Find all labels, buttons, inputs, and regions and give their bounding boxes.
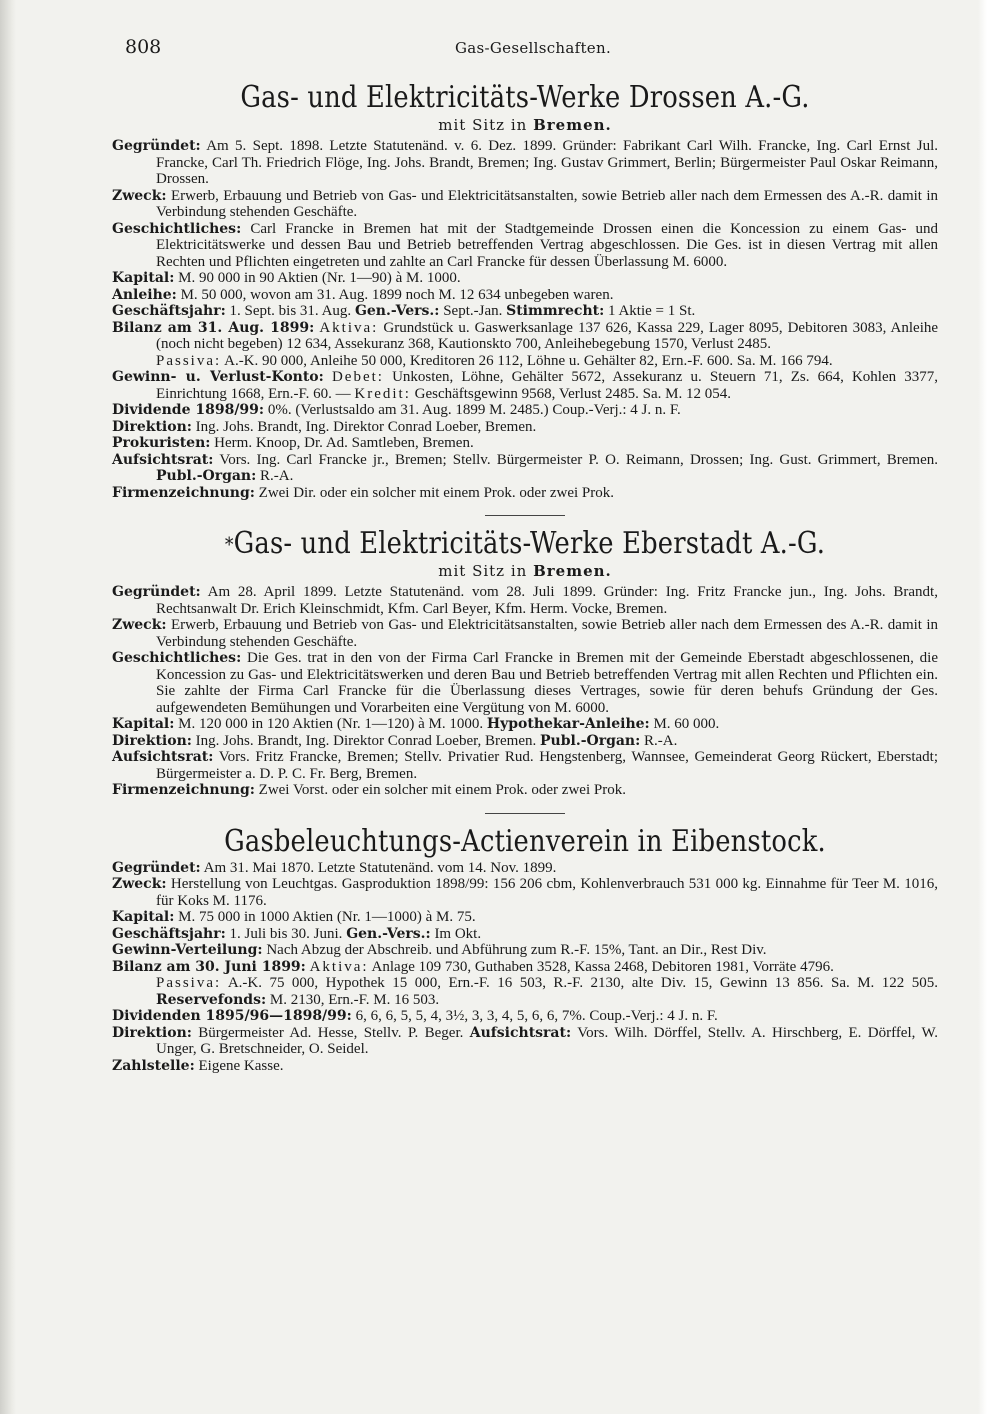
entry-paragraph bbox=[112, 270, 938, 287]
running-header bbox=[125, 36, 945, 60]
page-number: 808 bbox=[125, 36, 162, 58]
entry-label: Gegründet: bbox=[112, 584, 201, 600]
entry-label: Anleihe: bbox=[112, 286, 177, 303]
entry-text: M. 50 000, wovon am 31. Aug. 1899 noch M. 12 634 unbegeben waren. bbox=[180, 286, 614, 303]
company-section bbox=[112, 824, 938, 1075]
entry-text: Ing. Johs. Brandt, Ing. Direktor Conrad Loeber, Bremen. bbox=[195, 418, 537, 435]
company-title bbox=[170, 526, 880, 562]
entry-text: M. 120 000 in 120 Aktien (Nr. 1—120) à M. 1000. bbox=[178, 716, 484, 732]
entry-paragraph bbox=[112, 650, 938, 716]
entry-text: Grundstück u. Gaswerksanlage 137 626, Kassa 229, Lager 8095, Debitoren 3083, Anleihe (noch nicht begeben) 12 634, Assekuranz 368, Kautionskto 700, Anleihebegebung 1570, Verlust 2485. bbox=[156, 319, 939, 352]
entry-paragraph bbox=[112, 876, 938, 909]
entry-sublabel: Aktiva: bbox=[319, 319, 379, 336]
entry-text: Am 28. April 1899. Letzte Statutenänd. vom 28. Juli 1899. Gründer: Ing. Fritz Francke jun., Ing. Johs. Brandt, Rechtsanwalt Dr. Erich Kleinschmidt, Kfm. Carl Beyer, Kfm. Herm. Vocke, Bremen. bbox=[156, 584, 938, 617]
entry-label: Zweck: bbox=[112, 876, 167, 892]
entry-label: Aufsichtsrat: bbox=[112, 749, 214, 765]
entry-text: M. 2130, Ern.-F. M. 16 503. bbox=[269, 991, 440, 1008]
seat-city: Bremen. bbox=[533, 562, 612, 580]
entry-label: Gewinn- u. Verlust-Konto: bbox=[112, 369, 324, 385]
entry-paragraph bbox=[112, 1058, 938, 1075]
entry-text: M. 75 000 in 1000 Aktien (Nr. 1—1000) à M. 75. bbox=[178, 909, 476, 925]
company-title-text: Gas- und Elektricitäts-Werke Eberstadt A.-G. bbox=[233, 526, 826, 561]
entry-text: Nach Abzug der Abschreib. und Abführung zum R.-F. 15%, Tant. an Dir., Rest Div. bbox=[266, 942, 767, 958]
seat-prefix: mit Sitz in bbox=[438, 116, 528, 134]
entry-text: Zwei Vorst. oder ein solcher mit einem Prok. oder zwei Prok. bbox=[258, 782, 626, 798]
entry-label: Aufsichtsrat: bbox=[469, 1024, 572, 1041]
entry-label: Zweck: bbox=[112, 617, 167, 633]
entry-label: Gen.-Vers.: bbox=[354, 303, 440, 319]
entry-text: Vors. Wilh. Dörffel, Stellv. A. Hirschberg, E. Dörffel, W. Unger, G. Bretschneider, O. Seidel. bbox=[156, 1024, 939, 1057]
entry-label: Kapital: bbox=[112, 909, 175, 925]
entry-label: Gegründet: bbox=[112, 859, 201, 876]
entry-text: M. 90 000 in 90 Aktien (Nr. 1—90) à M. 1000. bbox=[178, 270, 461, 286]
entry-paragraph bbox=[112, 402, 938, 419]
entry-paragraph bbox=[112, 909, 938, 926]
entry-text: Herm. Knoop, Dr. Ad. Samtleben, Bremen. bbox=[214, 435, 474, 451]
entry-text: Vors. Ing. Carl Francke jr., Bremen; Stellv. Bürgermeister P. O. Reimann, Drossen; Ing. Gust. Grimmert, Bremen. bbox=[219, 451, 938, 468]
footnote-star: * bbox=[224, 532, 234, 556]
company-seat bbox=[112, 116, 938, 134]
entry-text: Vors. Fritz Francke, Bremen; Stellv. Privatier Rud. Hengstenberg, Wannsee, Gemeinderat Georg Rückert, Eberstadt; Bürgermeister a. D. P. C. Fr. Berg, Bremen. bbox=[156, 749, 938, 782]
entry-text: Unkosten, Löhne, Gehälter 5672, Assekuranz u. Steuern 71, Zs. 664, Kohlen 3377, Einrichtung 1668, Ern.-F. 60. — bbox=[156, 369, 939, 402]
entry-text: Zwei Dir. oder ein solcher mit einem Prok. oder zwei Prok. bbox=[258, 484, 614, 501]
entry-label: Bilanz am 30. Juni 1899: bbox=[112, 958, 306, 975]
entry-label: Reservefonds: bbox=[156, 991, 267, 1008]
entry-label: Zahlstelle: bbox=[112, 1057, 195, 1074]
entry-label: Geschichtliches: bbox=[112, 650, 242, 666]
entry-text: Im Okt. bbox=[434, 925, 482, 942]
entry-paragraph bbox=[112, 369, 938, 402]
entry-text: 6, 6, 6, 5, 5, 4, 3½, 3, 3, 4, 5, 6, 6, 7%. Coup.-Verj.: 4 J. n. F. bbox=[355, 1008, 718, 1024]
company-title-text: Gasbeleuchtungs-Actienverein in Eibenstock. bbox=[224, 823, 826, 859]
entry-text: Anlage 109 730, Guthaben 3528, Kassa 2468, Debitoren 1981, Vorräte 4796. bbox=[371, 958, 834, 975]
section-divider bbox=[485, 515, 565, 516]
entry-label: Bilanz am 31. Aug. 1899: bbox=[112, 319, 315, 336]
entry-label: Gen.-Vers.: bbox=[346, 925, 431, 942]
company-section bbox=[112, 526, 938, 799]
entry-text: R.-A. bbox=[260, 468, 294, 484]
entry-text: Erwerb, Erbauung und Betrieb von Gas- und Elektricitätsanstalten, sowie Betrieb aller nach dem Ermessen des A.-R. damit in Verbindung stehenden Geschäfte. bbox=[156, 617, 939, 650]
book-spine-shadow bbox=[0, 0, 16, 1414]
section-divider bbox=[485, 813, 565, 814]
entry-text: 0%. (Verlustsaldo am 31. Aug. 1899 M. 2485.) Coup.-Verj.: 4 J. n. F. bbox=[267, 402, 681, 418]
entry-paragraph bbox=[112, 959, 938, 976]
entry-text: Am 5. Sept. 1898. Letzte Statutenänd. v. 6. Dez. 1899. Gründer: Fabrikant Carl Wilh. Francke, Ing. Carl Ernst Jul. Francke, Carl Th. Friedrich Flöge, Ing. Johs. Brandt, Bremen; Ing. Gustav Grimmert, Berlin; Bürgermeister Paul Oskar Reimann, Drossen. bbox=[156, 138, 938, 187]
entry-text: Ing. Johs. Brandt, Ing. Direktor Conrad Loeber, Bremen. bbox=[195, 732, 537, 749]
page-content bbox=[112, 80, 938, 1088]
entry-label: Geschäftsjahr: bbox=[112, 925, 226, 942]
entry-label: Kapital: bbox=[112, 270, 175, 286]
entry-label: Publ.-Organ: bbox=[540, 732, 641, 749]
entry-text: Eigene Kasse. bbox=[198, 1057, 284, 1074]
entry-paragraph bbox=[112, 138, 938, 188]
entry-paragraph bbox=[112, 749, 938, 782]
entry-paragraph bbox=[112, 303, 938, 320]
entry-paragraph bbox=[112, 221, 938, 271]
entry-paragraph bbox=[112, 287, 938, 304]
entry-label: Firmenzeichnung: bbox=[112, 484, 255, 501]
entry-paragraph bbox=[112, 942, 938, 959]
entry-paragraph bbox=[112, 975, 938, 1008]
entry-label: Direktion: bbox=[112, 1024, 192, 1041]
entry-paragraph bbox=[112, 782, 938, 799]
company-section bbox=[112, 80, 938, 501]
entry-paragraph bbox=[112, 617, 938, 650]
entry-label: Stimmrecht: bbox=[506, 303, 605, 319]
entry-label: Gewinn-Verteilung: bbox=[112, 942, 263, 958]
entry-label: Aufsichtsrat: bbox=[112, 451, 214, 468]
page-edge bbox=[978, 0, 1000, 1414]
entry-text: A.-K. 90 000, Anleihe 50 000, Kreditoren 26 112, Löhne u. Gehälter 82, Ern.-F. 600. Sa. M. 166 794. bbox=[224, 352, 833, 369]
entry-paragraph bbox=[112, 733, 938, 750]
entry-label: Direktion: bbox=[112, 732, 192, 749]
entry-label: Publ.-Organ: bbox=[156, 468, 257, 484]
entry-paragraph bbox=[112, 435, 938, 452]
entry-text: Bürgermeister Ad. Hesse, Stellv. P. Beger. bbox=[198, 1024, 464, 1041]
entry-text: Herstellung von Leuchtgas. Gasproduktion 1898/99: 156 206 cbm, Kohlenverbrauch 531 000 kg. Einnahme für Teer M. 1016, für Koks M. 1176. bbox=[156, 876, 938, 909]
entry-paragraph bbox=[112, 1008, 938, 1025]
entry-label: Firmenzeichnung: bbox=[112, 782, 255, 798]
company-title bbox=[170, 824, 880, 860]
entry-paragraph bbox=[112, 716, 938, 733]
entry-text: Geschäftsgewinn 9568, Verlust 2485. Sa. M. 12 054. bbox=[414, 385, 731, 402]
entry-label: Geschäftsjahr: bbox=[112, 303, 226, 319]
entry-paragraph bbox=[112, 419, 938, 436]
entry-text: Am 31. Mai 1870. Letzte Statutenänd. vom 14. Nov. 1899. bbox=[203, 859, 557, 876]
entry-sublabel: Debet: bbox=[331, 369, 384, 385]
entry-text: 1. Juli bis 30. Juni. bbox=[229, 925, 343, 942]
entry-text: 1. Sept. bis 31. Aug. bbox=[229, 303, 352, 319]
entry-paragraph bbox=[112, 1025, 938, 1058]
entry-paragraph bbox=[112, 188, 938, 221]
entry-label: Dividenden 1895/96—1898/99: bbox=[112, 1008, 352, 1024]
entry-paragraph bbox=[112, 452, 938, 485]
company-seat bbox=[112, 562, 938, 580]
entry-label: Prokuristen: bbox=[112, 435, 211, 451]
entry-text: M. 60 000. bbox=[653, 716, 720, 732]
entry-sublabel: Aktiva: bbox=[309, 958, 369, 975]
entry-text: Die Ges. trat in den von der Firma Carl Francke in Bremen mit der Gemeinde Eberstadt abgeschlossenen, die Koncession zu Gas- und Elektricitätswerken und deren Bau und Betrieb betreffenden Vertrag mit allen Rechten und Pflichten ein. Sie zahlte der Firma Carl Francke für die Überlassung dieses Vertrages, sowie für deren behufs Gründung der Ges. aufgewendeten Bemühungen und Vorarbeiten eine Vergütung von M. 6000. bbox=[156, 650, 938, 716]
entry-label: Gegründet: bbox=[112, 138, 201, 154]
entry-text: R.-A. bbox=[644, 732, 678, 749]
entry-text: Erwerb, Erbauung und Betrieb von Gas- und Elektricitätsanstalten, sowie Betrieb aller nach dem Ermessen des A.-R. damit in Verbindung stehenden Geschäfte. bbox=[156, 187, 939, 220]
seat-city: Bremen. bbox=[533, 116, 612, 134]
entry-label: Zweck: bbox=[112, 187, 167, 204]
company-title bbox=[170, 80, 880, 116]
entry-paragraph bbox=[112, 320, 938, 353]
entry-label: Geschichtliches: bbox=[112, 220, 242, 237]
entry-text: 1 Aktie = 1 St. bbox=[608, 303, 696, 319]
entry-sublabel: Kredit: bbox=[354, 385, 411, 402]
entry-text: A.-K. 75 000, Hypothek 15 000, Ern.-F. 16 503, R.-F. 2130, alte Div. 15, Gewinn 13 856. Sa. M. 122 505. bbox=[227, 975, 938, 991]
entry-label: Direktion: bbox=[112, 418, 192, 435]
entry-label: Dividende 1898/99: bbox=[112, 402, 265, 418]
entry-paragraph bbox=[112, 926, 938, 943]
entry-label: Kapital: bbox=[112, 716, 175, 732]
seat-prefix: mit Sitz in bbox=[438, 562, 528, 580]
entry-paragraph bbox=[112, 860, 938, 877]
entry-sublabel: Passiva: bbox=[156, 975, 222, 991]
entry-sublabel: Passiva: bbox=[156, 352, 222, 369]
entry-text: Sept.-Jan. bbox=[443, 303, 503, 319]
company-title-text: Gas- und Elektricitäts-Werke Drossen A.-G. bbox=[240, 80, 810, 115]
entry-paragraph bbox=[112, 584, 938, 617]
entry-paragraph bbox=[112, 485, 938, 502]
running-title: Gas-Gesellschaften. bbox=[455, 39, 612, 57]
entry-paragraph bbox=[112, 353, 938, 370]
entry-label: Hypothekar-Anleihe: bbox=[486, 716, 650, 732]
entry-text: Carl Francke in Bremen hat mit der Stadtgemeinde Drossen einen die Koncession zu einem Gas- und Elektricitätswerke und dessen Bau und Betrieb betreffenden Vertrag abgeschlossen. Die Ges. ist in diesen Vertrag mit allen Rechten und Pflichten eingetreten und zahlte an Carl Francke für dessen Überlassung M. 6000. bbox=[156, 220, 939, 270]
